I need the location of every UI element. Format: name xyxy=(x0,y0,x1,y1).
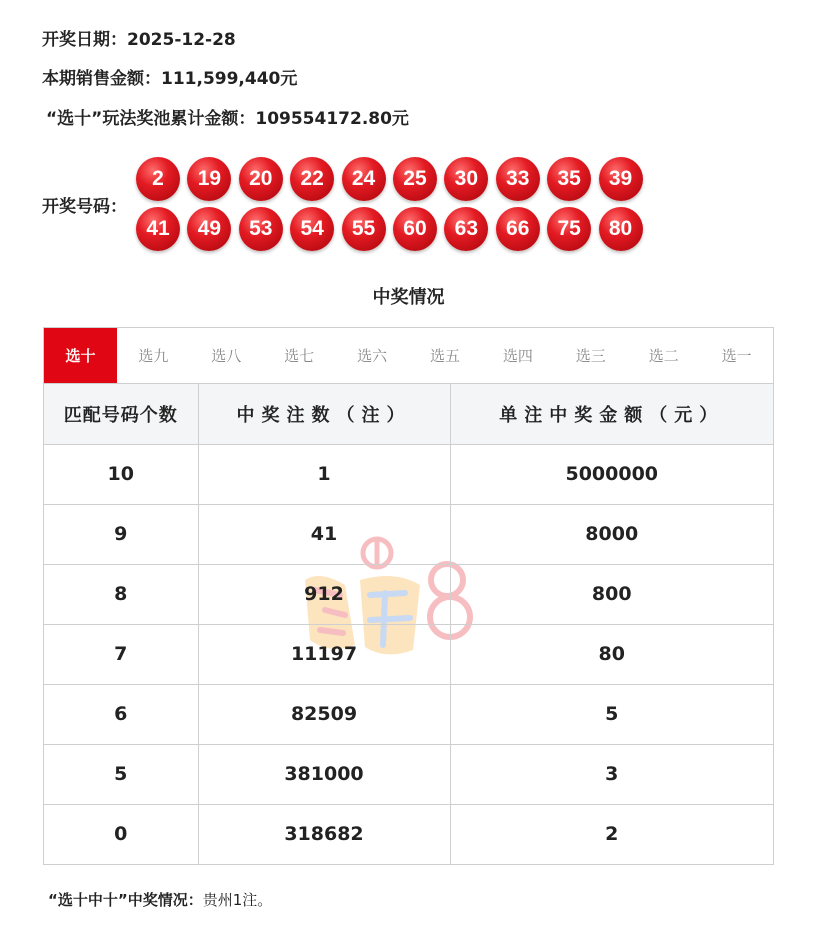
cell-prize-amount: 2 xyxy=(605,823,619,846)
prize-table xyxy=(44,384,773,864)
draw-ball: 41 xyxy=(136,207,180,251)
cell-winning-bets: 912 xyxy=(198,564,450,624)
draw-ball: 66 xyxy=(496,207,540,251)
cell-winning-bets: 11197 xyxy=(198,624,450,684)
sales-amount-value: 111,599,440元 xyxy=(161,69,298,89)
tab-8[interactable]: 选三 xyxy=(575,347,606,365)
cell-prize-amount: 3 xyxy=(450,744,773,804)
cell-winning-bets: 41 xyxy=(198,504,450,564)
cell-winning-bets: 1 xyxy=(198,444,450,504)
tab-5[interactable]: 选六 xyxy=(357,347,388,365)
cell-prize-amount: 5 xyxy=(450,684,773,744)
jackpot-pool-value: 109554172.80元 xyxy=(255,109,409,129)
cell-winning-bets: 318682 xyxy=(198,804,450,864)
section-title: 中奖情况 xyxy=(372,287,445,308)
table-row xyxy=(44,804,773,864)
table-row xyxy=(44,684,773,744)
draw-ball: 25 xyxy=(393,157,437,201)
draw-ball: 53 xyxy=(239,207,283,251)
table-row xyxy=(44,744,773,804)
cell-prize-amount: 8000 xyxy=(450,504,773,564)
ball-row xyxy=(136,207,656,251)
jackpot-pool-label: “选十”玩法奖池累计金额： xyxy=(46,109,256,129)
draw-ball: 55 xyxy=(342,207,386,251)
draw-numbers-label: 开奖号码： xyxy=(42,197,127,217)
table-row xyxy=(44,504,773,564)
header-prize-amount: 单注中奖金额（元） xyxy=(450,384,773,444)
cell-match-count: 6 xyxy=(44,684,198,744)
sales-amount-line xyxy=(42,64,297,89)
cell-match-count: 0 xyxy=(44,804,198,864)
cell-prize-amount: 80 xyxy=(450,624,773,684)
draw-ball: 24 xyxy=(342,157,386,201)
cell-match-count: 8 xyxy=(44,564,198,624)
footer-value: 贵州1注。 xyxy=(202,891,273,909)
tab-3[interactable]: 选八 xyxy=(211,347,242,365)
sales-amount-label: 本期销售金额： xyxy=(42,69,161,89)
watermark-zhong-icon: 中 快乐8 xyxy=(285,535,289,536)
jackpot-pool-line xyxy=(46,104,409,129)
cell-winning-bets: 82509 xyxy=(198,684,450,744)
footer-note xyxy=(48,889,272,910)
draw-date-line xyxy=(42,25,236,50)
cell-match-count: 9 xyxy=(44,504,198,564)
table-header-row xyxy=(44,384,773,444)
cell-winning-bets: 381000 xyxy=(198,744,450,804)
draw-ball: 30 xyxy=(444,157,488,201)
table-row xyxy=(44,564,773,624)
draw-ball: 19 xyxy=(187,157,231,201)
tab-4[interactable]: 选七 xyxy=(284,347,315,365)
tab-10[interactable]: 选一 xyxy=(721,347,752,365)
cell-match-count: 10 xyxy=(44,444,198,504)
draw-ball: 33 xyxy=(496,157,540,201)
header-winning-bets: 中奖注数（注） xyxy=(198,384,450,444)
draw-date-value: 2025-12-28 xyxy=(127,30,236,50)
draw-ball: 63 xyxy=(444,207,488,251)
ball-row xyxy=(136,157,656,201)
tab-2[interactable]: 选九 xyxy=(138,347,169,365)
draw-numbers xyxy=(136,157,656,257)
cell-prize-amount: 800 xyxy=(450,564,773,624)
header-match-count: 匹配号码个数 xyxy=(44,384,198,444)
cell-match-count: 5 xyxy=(44,744,198,804)
draw-ball: 35 xyxy=(547,157,591,201)
prize-panel xyxy=(43,327,774,865)
play-type-tabs xyxy=(44,328,773,384)
footer-label: “选十中十”中奖情况： xyxy=(48,891,203,909)
tab-1[interactable]: 选十 xyxy=(44,328,117,383)
draw-ball: 75 xyxy=(547,207,591,251)
tab-9[interactable]: 选二 xyxy=(648,347,679,365)
tab-7[interactable]: 选四 xyxy=(502,347,533,365)
draw-ball: 39 xyxy=(599,157,643,201)
cell-match-count: 7 xyxy=(44,624,198,684)
draw-ball: 22 xyxy=(290,157,334,201)
table-row xyxy=(44,444,773,504)
draw-ball: 2 xyxy=(136,157,180,201)
draw-ball: 80 xyxy=(599,207,643,251)
draw-ball: 20 xyxy=(239,157,283,201)
draw-ball: 49 xyxy=(187,207,231,251)
draw-ball: 54 xyxy=(290,207,334,251)
draw-date-label: 开奖日期： xyxy=(42,30,127,50)
cell-prize-amount: 5000000 xyxy=(450,444,773,504)
draw-ball: 60 xyxy=(393,207,437,251)
table-row xyxy=(44,624,773,684)
tab-6[interactable]: 选五 xyxy=(429,347,460,365)
